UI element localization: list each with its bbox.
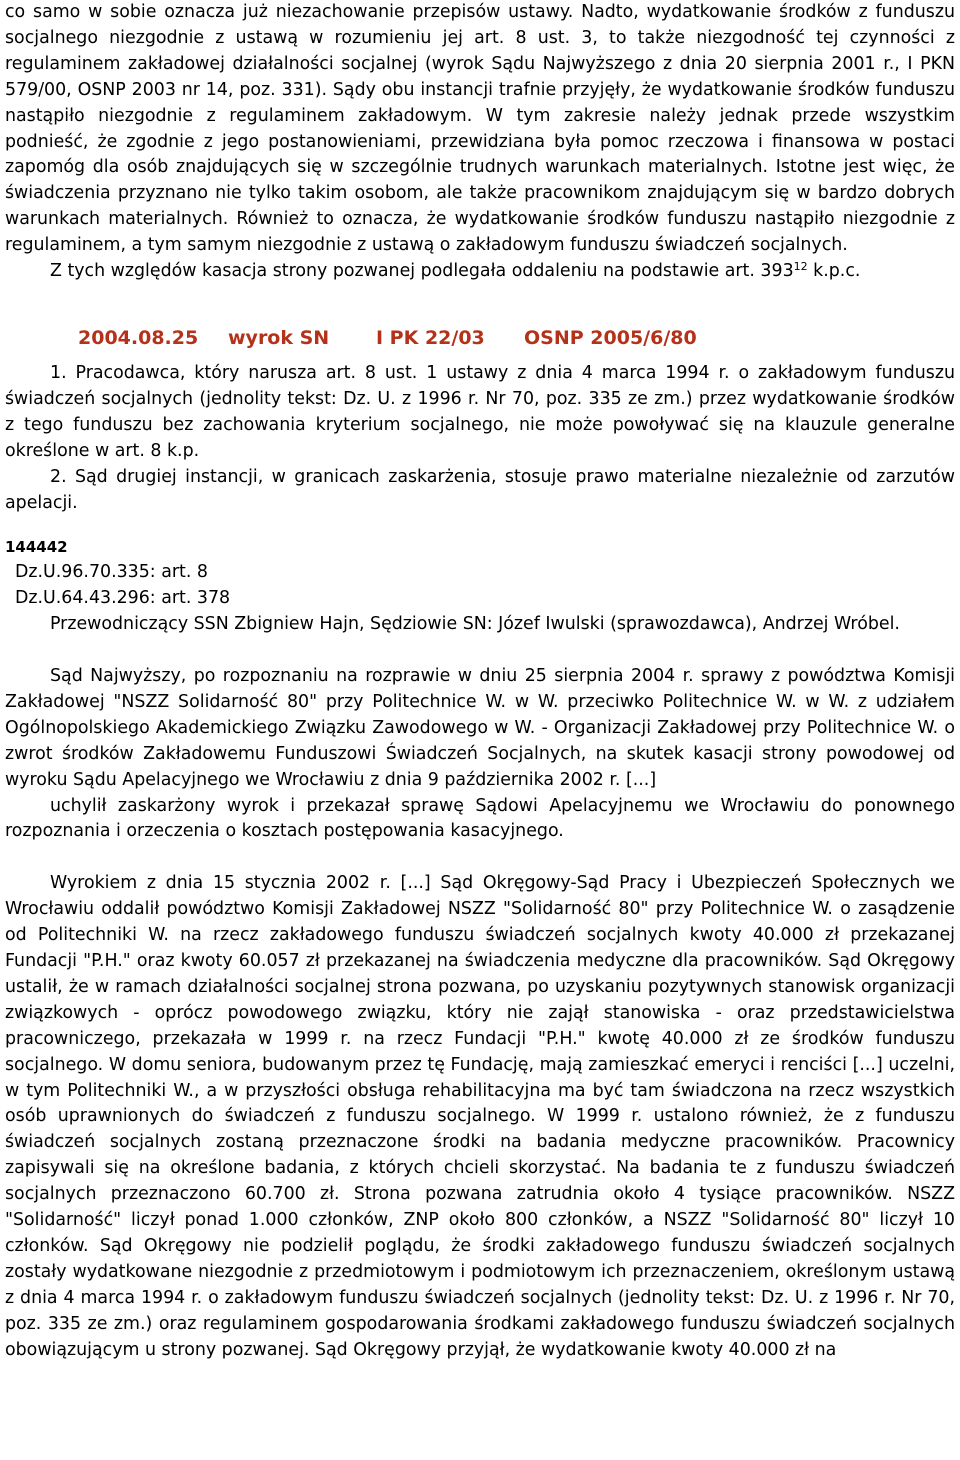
case-publication: OSNP 2005/6/80 xyxy=(524,326,697,349)
intro-paragraph: co samo w sobie oznacza już niezachowanie przepisów ustawy. Nadto, wydatkowanie środków z funduszu socjalnego niezgodnie z ustawą w rozumieniu jej art. 8 ust. 3, to także niezgodność tej czynności z regulaminem zakładowej działalności socjalnej (wyrok Sądu Najwyższego z dnia 20 sierpnia 2001 r., I PKN 579/00, OSNP 2003 nr 14, poz. 331). Sądy obu instancji trafnie przyjęły, że wydatkowanie środków funduszu nastąpiło niezgodnie z regulaminem zakładowym. W tym zakresie należy jednak przede wszystkim podnieść, że zgodnie z jego postanowieniami, przewidziana była pomoc rzeczowa i finansowa w postaci zapomóg dla osób znajdujących się w szczególnie trudnych warunkach materialnych. Istotne jest więc, że świadczenia przyznano nie tylko takim osobom, ale także pracownikom znajdującym się w bardzo dobrych warunkach materialnych. Również to oznacza, że wydatkowanie środków funduszu nastąpiło niezgodnie z regulaminem, a tym samym niezgodnie z ustawą o zakładowym funduszu świadczeń socjalnych. xyxy=(5,2,955,256)
case-signature: I PK 22/03 xyxy=(376,326,485,349)
ruling-decision: uchylił zaskarżony wyrok i przekazał sprawę Sądowi Apelacyjnemu we Wrocławiu do ponownego rozpoznania i orzeczenia o kosztach postępowania kasacyjnego. xyxy=(5,795,955,842)
thesis-item-1: 1. Pracodawca, który narusza art. 8 ust. 1 ustawy z dnia 4 marca 1994 r. o zakładowym funduszu świadczeń socjalnych (jednolity tekst: Dz. U. z 1996 r. Nr 70, poz. 335 ze zm.) przez wydatkowanie środków z tego funduszu bez zachowania kryterium socjalnego, nie może powoływać się na klauzule generalne określone w art. 8 k.p. xyxy=(5,362,955,461)
spacer xyxy=(5,845,955,871)
conclusion-paragraph xyxy=(5,259,955,285)
ruling-intro: Sąd Najwyższy, po rozpoznaniu na rozprawie w dniu 25 sierpnia 2004 r. sprawy z powództwa Komisji Zakładowej "NSZZ Solidarność 80" przy Politechnice W. w W. przeciwko Politechnice W. w W. z udziałem Ogólnopolskiego Akademickiego Związku Zawodowego w W. - Organizacji Zakładowej przy Politechnice W. o zwrot środków Zakładowemu Funduszowi Świadczeń Socjalnych, na skutek kasacji strony powodowej od wyroku Sądu Apelacyjnego we Wrocławiu z dnia 9 października 2002 r. [...] xyxy=(5,666,955,790)
case-header xyxy=(78,325,955,361)
document-page xyxy=(5,0,955,1363)
document-number: 144442 xyxy=(5,538,68,557)
spacer xyxy=(5,638,955,664)
legal-reference: Dz.U.64.43.296: art. 378 xyxy=(15,588,231,609)
thesis-item-2: 2. Sąd drugiej instancji, w granicach zaskarżenia, stosuje prawo materialne niezależnie od zarzutów apelacji. xyxy=(5,466,955,513)
legal-reference: Dz.U.96.70.335: art. 8 xyxy=(15,562,208,583)
case-type: wyrok SN xyxy=(228,326,330,349)
case-date: 2004.08.25 xyxy=(78,326,199,349)
justification-paragraph: Wyrokiem z dnia 15 stycznia 2002 r. [...] Sąd Okręgowy-Sąd Pracy i Ubezpieczeń Społecznych we Wrocławiu oddalił powództwo Komisji Zakładowej NSZZ "Solidarność 80" przy Politechnice W. o zasądzenie od Politechniki W. na rzecz zakładowego funduszu świadczeń socjalnych kwoty 40.000 zł przekazanej Fundacji "P.H." oraz kwoty 60.057 zł przekazanej na świadczenia medyczne dla pracowników. Sąd Okręgowy ustalił, że w ramach działalności socjalnej strona pozwana, po uzyskaniu pozytywnych stanowisk organizacji związkowych - oprócz powodowego związku, który nie zajął stanowiska - oraz przedstawicielstwa pracowniczego, przekazała w 1999 r. na rzecz Fundacji "P.H." kwotę 40.000 zł ze środków funduszu socjalnego. W domu seniora, budowanym przez tę Fundację, mają zamieszkać emeryci i renciści [...] uczelni, w tym Politechniki W., a w przyszłości obsługa rehabilitacyjna ma być tam świadczona na rzecz wszystkich osób uprawnionych do świadczeń z funduszu socjalnego. W 1999 r. ustalono również, że z funduszu świadczeń socjalnych zostaną przeznaczone środki na badania medyczne pracowników. Pracownicy zapisywali się na określone badania, z których chcieli skorzystać. Na badania te z funduszu świadczeń socjalnych przeznaczono 60.700 zł. Strona pozwana zatrudnia około 4 tysiące pracowników. NSZZ "Solidarność" liczył ponad 1.000 członków, ZNP około 800 członków, a NSZZ "Solidarność 80" liczył 10 członków. Sąd Okręgowy nie podzielił poglądu, że środki zakładowego funduszu świadczeń socjalnych zostały wydatkowane niezgodnie z przedmiotowym i podmiotowym ich przeznaczeniem, określonym ustawą z dnia 4 marca 1994 r. o zakładowym funduszu świadczeń socjalnych (jednolity tekst: Dz. U. z 1996 r. Nr 70, poz. 335 ze zm.) oraz regulaminem gospodarowania środkami zakładowego funduszu świadczeń socjalnych obowiązującym u strony pozwanej. Sąd Okręgowy przyjął, że wydatkowanie kwoty 40.000 zł na xyxy=(5,873,955,1360)
conclusion-text: Z tych względów kasacja strony pozwanej podlegała oddaleniu na podstawie art. 393 xyxy=(50,261,794,282)
conclusion-suffix: k.p.c. xyxy=(807,261,861,282)
court-composition: Przewodniczący SSN Zbigniew Hajn, Sędziowie SN: Józef Iwulski (sprawozdawca), Andrzej Wróbel. xyxy=(50,614,900,635)
article-superscript: 12 xyxy=(793,260,808,274)
